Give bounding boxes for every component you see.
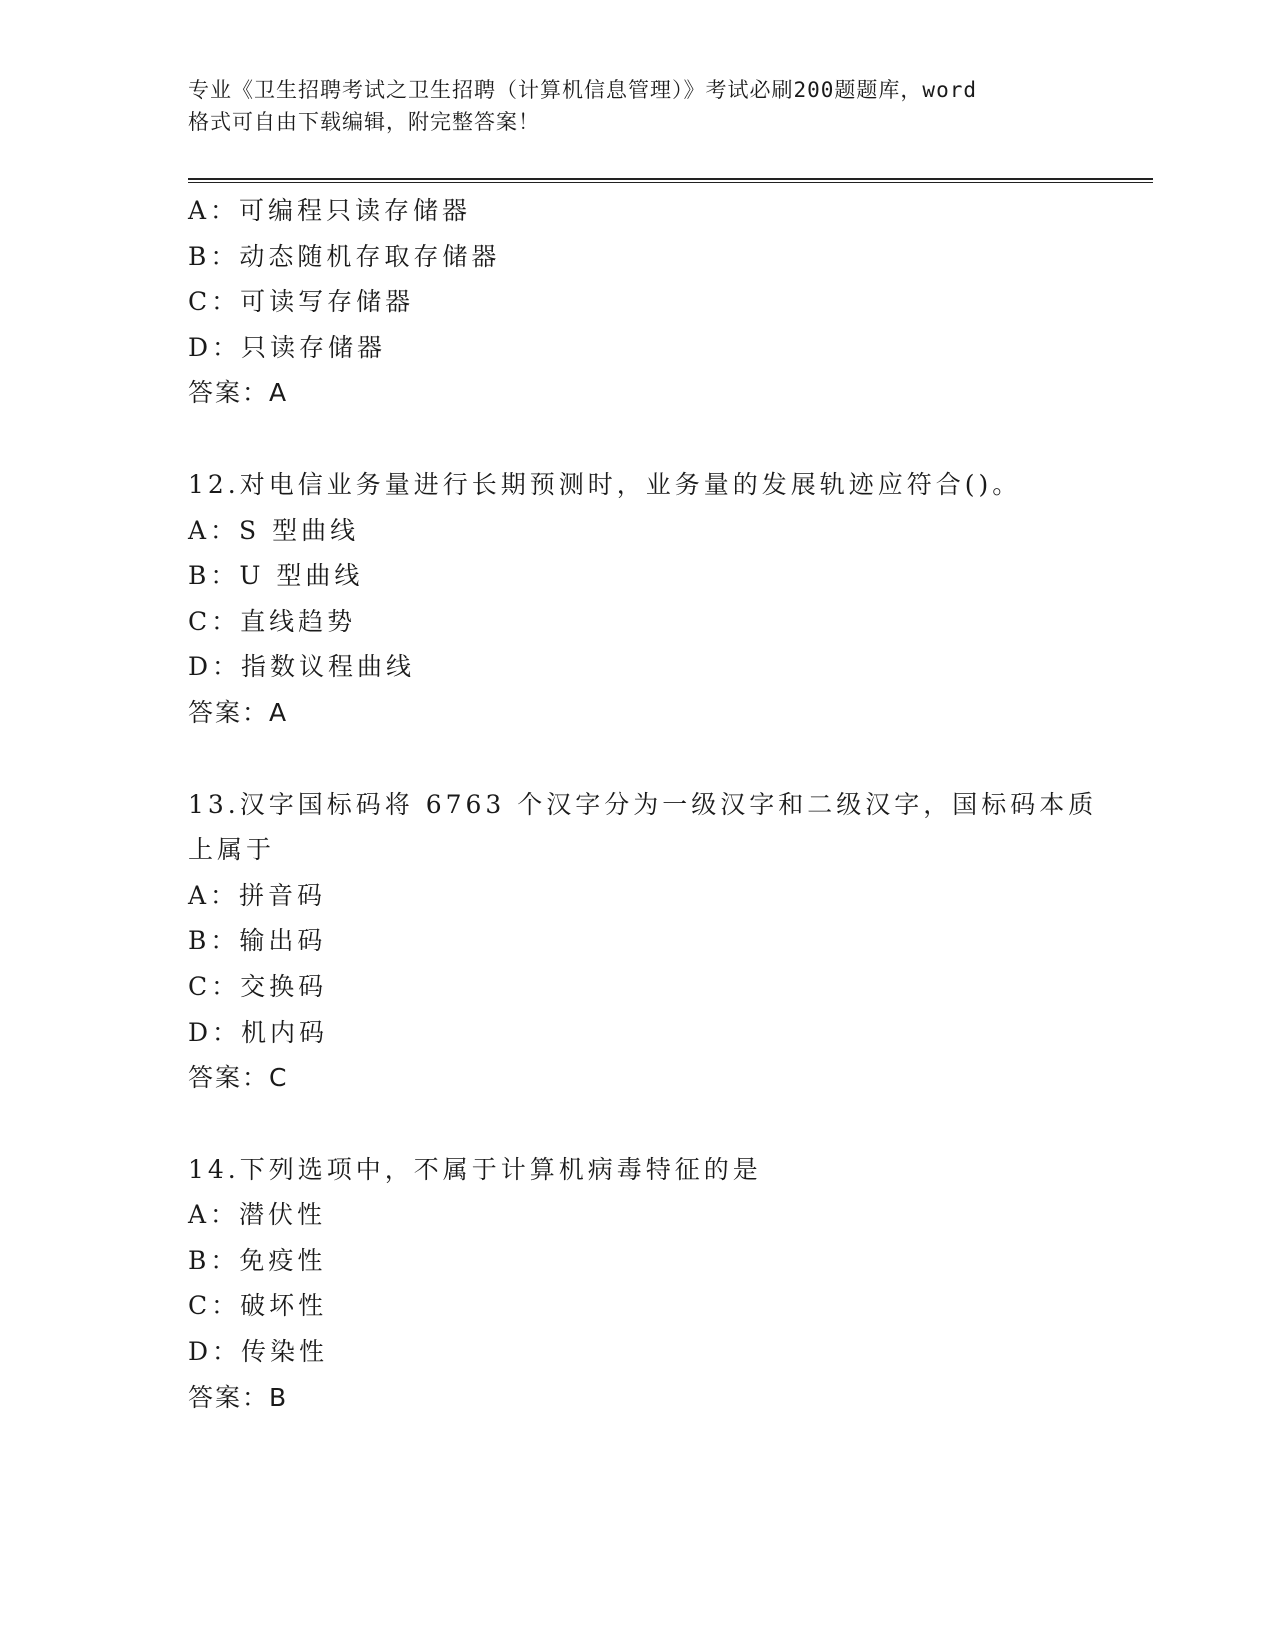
option-c: C：交换码: [188, 971, 328, 1001]
option-a: A：拼音码: [188, 880, 327, 910]
answer: 答案：A: [188, 697, 289, 727]
option-b: B：免疫性: [188, 1245, 327, 1275]
question-title: 14.下列选项中，不属于计算机病毒特征的是: [188, 1154, 762, 1184]
question-13: [188, 782, 1148, 1101]
document-header: [188, 74, 1088, 138]
answer: 答案：B: [188, 1382, 289, 1412]
question-12: [188, 462, 1148, 736]
answer: 答案：C: [188, 1063, 289, 1093]
option-c: C：直线趋势: [188, 606, 357, 636]
question-title-line-1: 13.汉字国标码将 6763 个汉字分为一级汉字和二级汉字，国标码本质: [188, 789, 1098, 819]
option-b: B：输出码: [188, 926, 327, 956]
question-list: [188, 188, 1148, 1420]
option-c: C：破坏性: [188, 1291, 328, 1321]
header-title-line-2: 格式可自由下载编辑，附完整答案！: [188, 110, 540, 134]
option-d: D：机内码: [188, 1017, 329, 1047]
option-a: A：S 型曲线: [188, 515, 360, 545]
question-title: 12.对电信业务量进行长期预测时，业务量的发展轨迹应符合()。: [188, 469, 1022, 499]
option-a: A：潜伏性: [188, 1200, 327, 1230]
header-divider: [188, 178, 1153, 183]
option-d: D：传染性: [188, 1337, 329, 1367]
question-14: [188, 1147, 1148, 1421]
option-a: A：可编程只读存储器: [188, 196, 472, 225]
question-title-line-2: 上属于: [188, 835, 276, 865]
option-d: D：只读存储器: [188, 332, 387, 362]
option-c: C：可读写存储器: [188, 287, 415, 317]
option-d: D：指数议程曲线: [188, 652, 416, 682]
option-b: B：U 型曲线: [188, 561, 364, 591]
question-11: [188, 188, 1148, 416]
answer: 答案：A: [188, 378, 289, 408]
option-b: B：动态随机存取存储器: [188, 241, 501, 271]
header-title-line-1: 专业《卫生招聘考试之卫生招聘（计算机信息管理）》考试必刷200题题库，word: [188, 78, 977, 102]
